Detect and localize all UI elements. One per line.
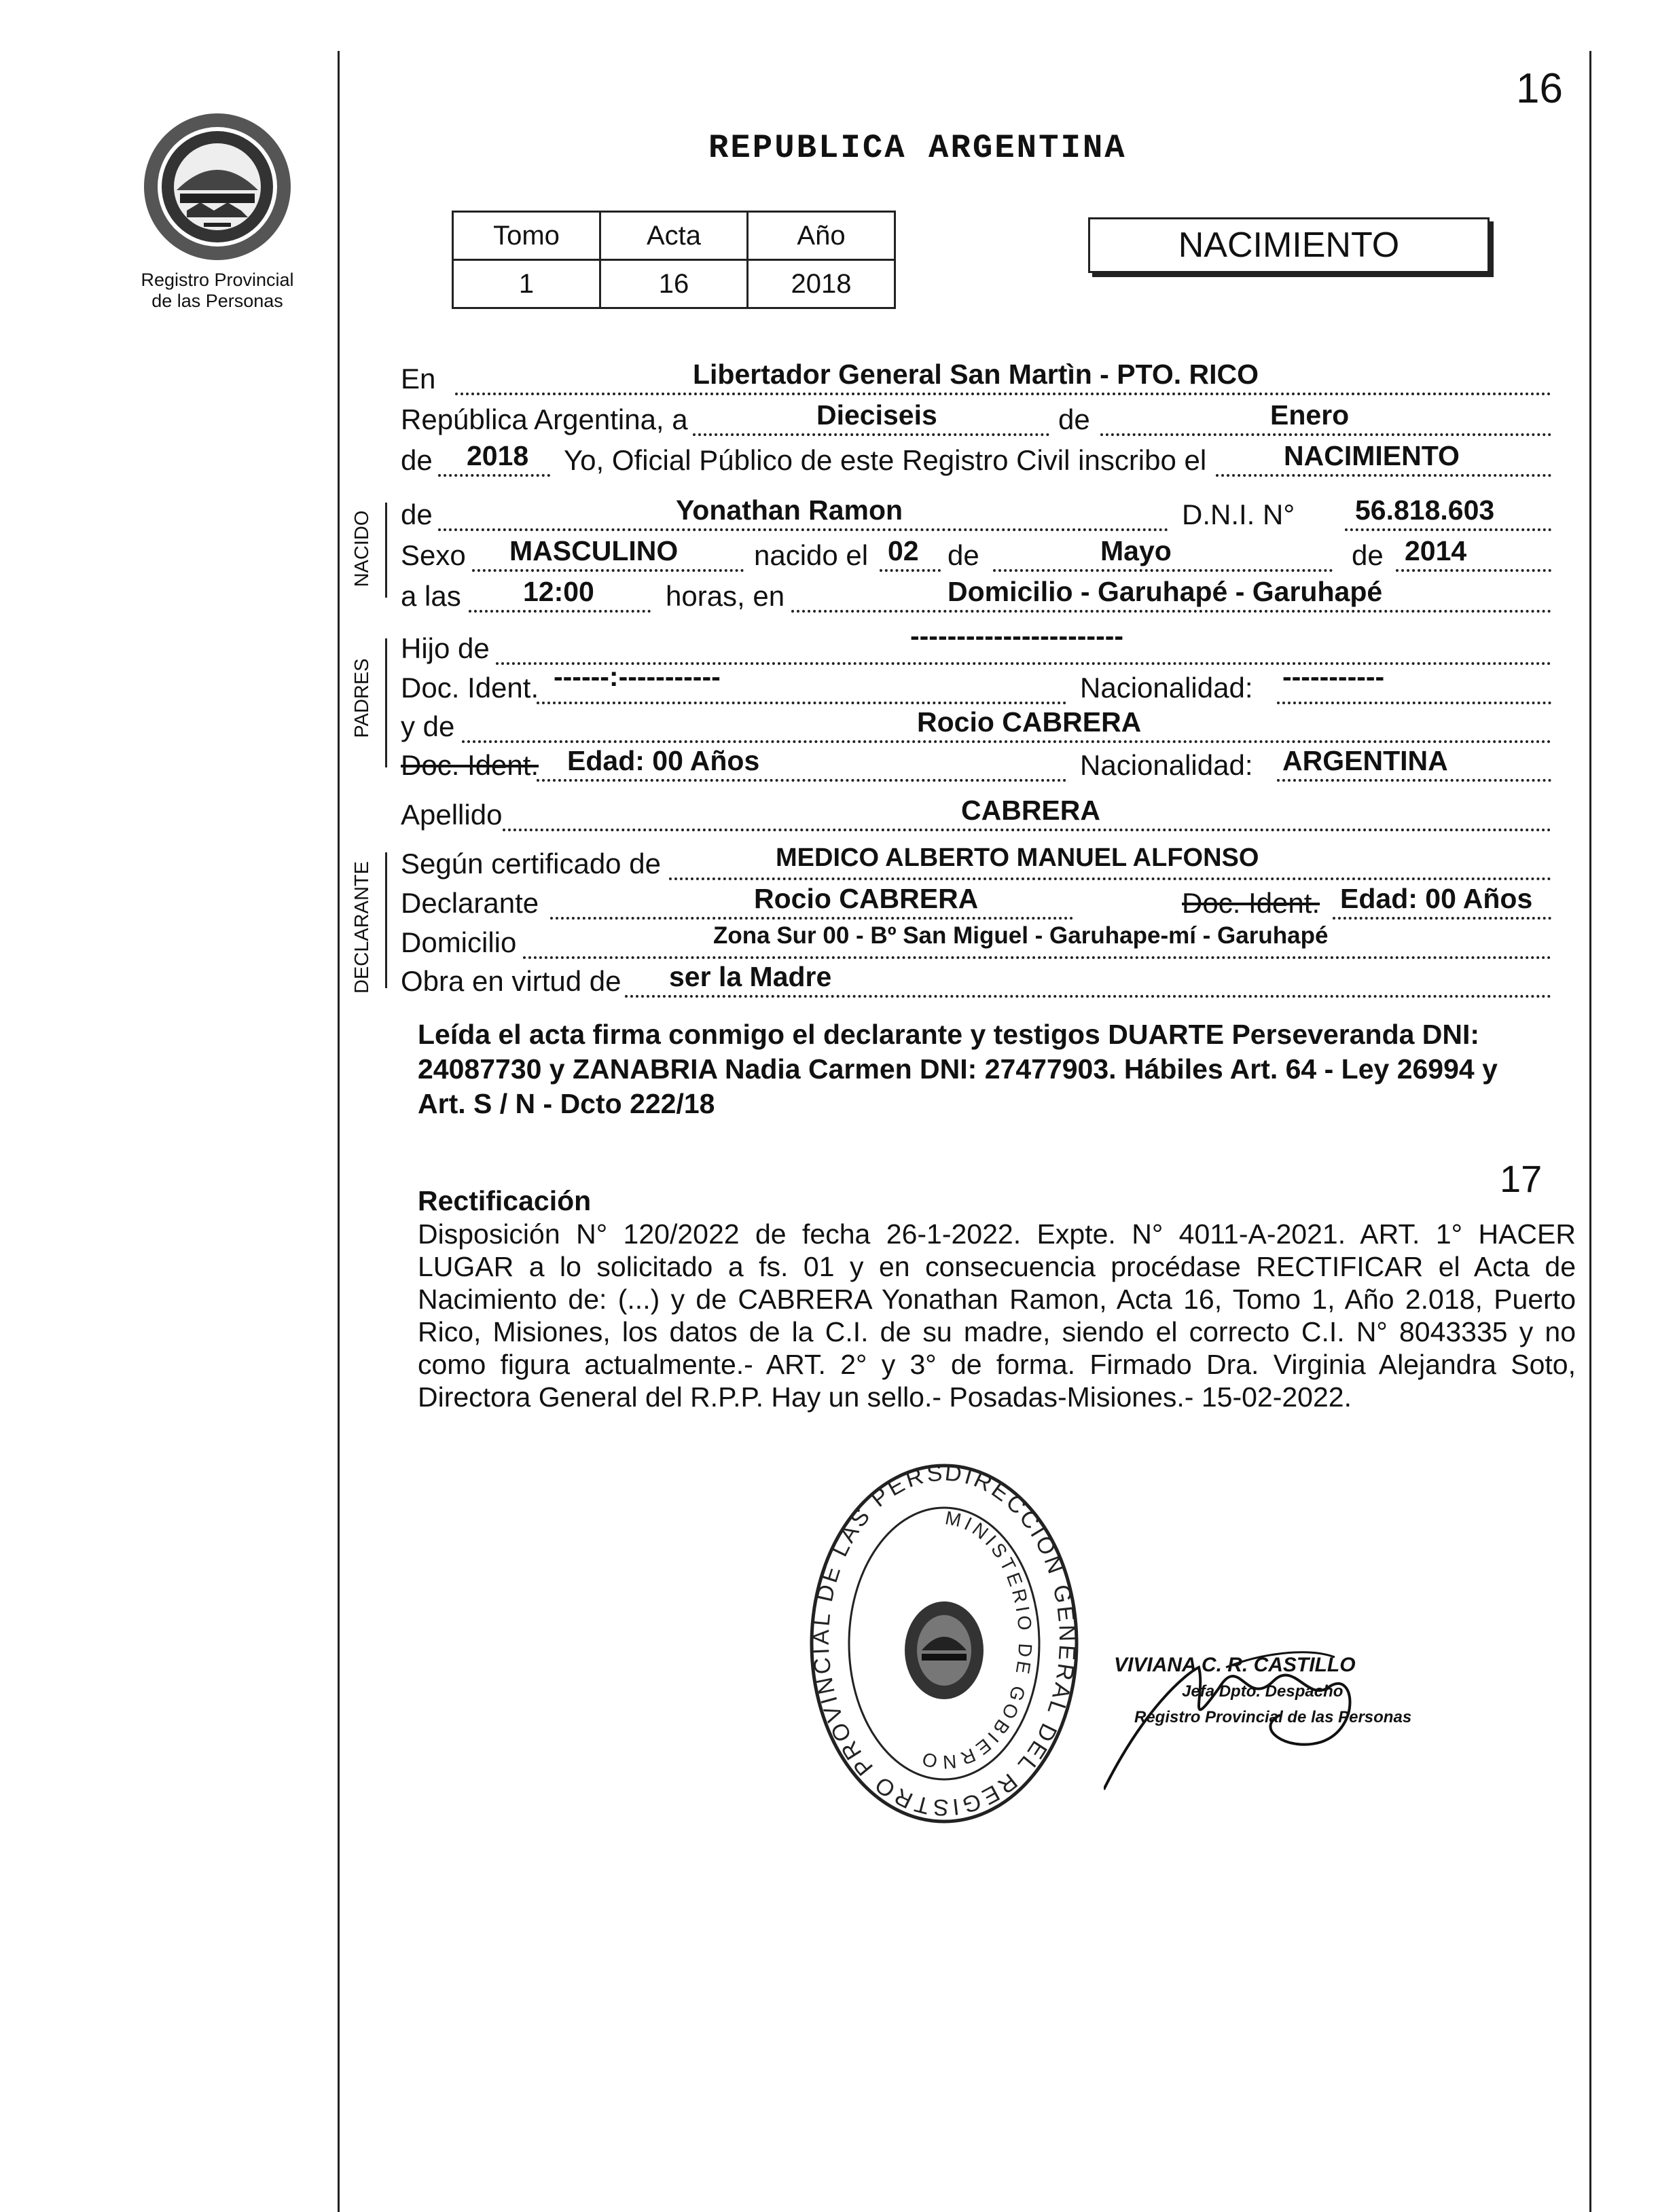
rectificacion-text: Disposición N° 120/2022 de fecha 26-1-2022. Expte. N° 4011-A-2021. ART. 1° HACER LUGAR a lo solicitado a fs. 01 y en consecuencia procédase RECTIFICAR el Acta de Nacimiento de: (...) y de CABRERA Yonathan Ramon, Acta 16, Tomo 1, Año 2.018, Puerto Rico, Misiones, los datos de la C.I. de su madre, siendo el correcto C.I. N° 8043335 y no como figura actualmente.- ART. 2° y 3° de forma. Firmado Dra. Virginia Alejandra Soto, Directora General del R.P.P. Hay un sello.- Posadas-Misiones.- 15-02-2022.: [418, 1218, 1576, 1413]
line-nombre: [401, 494, 1551, 537]
dotted-line: [1396, 569, 1551, 572]
label-de-mes2: de: [1352, 539, 1384, 571]
table-header: Tomo: [453, 212, 600, 260]
label-nacionalidad2: Nacionalidad:: [1080, 749, 1253, 781]
dotted-line: [1277, 779, 1551, 782]
table-cell: 1: [453, 260, 600, 308]
page-number-2: 17: [1500, 1157, 1543, 1200]
label-doc-ident: Doc. Ident.: [401, 672, 539, 704]
dotted-line: [455, 393, 1551, 395]
table-header: Año: [748, 212, 895, 260]
dotted-line: [1345, 528, 1551, 531]
logo-caption: [109, 270, 326, 312]
line-hora: [401, 576, 1551, 618]
signature-name: VIVIANA C. R. CASTILLO: [1114, 1654, 1356, 1676]
value-anio-nac: 2014: [1405, 535, 1467, 566]
dotted-line: [438, 528, 1168, 531]
label-nacido-el: nacido el: [754, 539, 869, 571]
label-a-las: a las: [401, 580, 461, 612]
left-margin-line: [338, 51, 340, 2212]
label-segun-certificado: Según certificado de: [401, 848, 661, 880]
signature-office: Registro Provincial de las Personas: [1134, 1708, 1412, 1726]
logo: [139, 109, 295, 265]
label-doc-ident-struck: Doc. Ident.: [401, 749, 539, 781]
value-lugar: Libertador General San Martìn - PTO. RICO: [693, 359, 1259, 390]
dotted-line: [1216, 474, 1551, 477]
signature-title: Jefa Dpto. Despacho: [1182, 1682, 1344, 1701]
table-header: Acta: [600, 212, 748, 260]
label-domicilio: Domicilio: [401, 926, 517, 958]
table-cell: 2018: [748, 260, 895, 308]
value-domicilio: Zona Sur 00 - Bº San Miguel - Garuhape-mí - Garuhapé: [713, 922, 1329, 949]
value-anio: 2018: [467, 440, 529, 471]
dotted-line: [438, 474, 550, 477]
svg-text:MINISTERIO DE GOBIERNO: MINISTERIO DE GOBIERNO: [916, 1507, 1036, 1773]
label-obra-en-virtud: Obra en virtud de: [401, 965, 621, 997]
line-madre: [401, 706, 1551, 748]
signature-block: [1104, 1627, 1443, 1810]
line-lugar: [401, 359, 1551, 401]
label-dni: D.N.I. N°: [1182, 498, 1295, 530]
logo-caption-line2: de las Personas: [151, 291, 283, 311]
line-declarante: [401, 883, 1551, 925]
value-madre: Rocio CABRERA: [917, 706, 1142, 738]
table-row: [453, 212, 895, 260]
right-margin-line: [1589, 51, 1591, 2212]
line-doc-padre: [401, 661, 1551, 710]
value-nac-madre: ARGENTINA: [1282, 745, 1448, 776]
value-nombre: Yonathan Ramon: [676, 494, 903, 526]
side-label-declarante: DECLARANTE: [351, 861, 373, 994]
label-doc-ident-struck2: Doc. Ident.: [1182, 887, 1320, 919]
label-hijo-de: Hijo de: [401, 632, 490, 664]
value-declarante: Rocio CABRERA: [754, 883, 979, 914]
registry-stamp-icon: [805, 1460, 1083, 1827]
label-sexo: Sexo: [401, 539, 466, 571]
line-certificado: [401, 844, 1551, 886]
closing-text: Leída el acta firma conmigo el declarante y testigos DUARTE Perseveranda DNI: 24087730 y ZANABRIA Nadia Carmen DNI: 27477903. Hábiles Art. 64 - Ley 26994 y Art. S / N - Dcto 222/18: [418, 1019, 1498, 1119]
value-certificado: MEDICO ALBERTO MANUEL ALFONSO: [776, 844, 1259, 872]
province-seal-icon: [139, 109, 295, 265]
table-row: [453, 260, 895, 308]
dotted-line: [693, 433, 1049, 436]
dotted-line: [469, 610, 651, 613]
label-yo-oficial: Yo, Oficial Público de este Registro Civil inscribo el: [564, 444, 1207, 476]
page-title: REPUBLICA ARGENTINA: [708, 129, 1127, 167]
dotted-line: [503, 829, 1551, 831]
act-type-box: NACIMIENTO: [1088, 217, 1490, 273]
dotted-line: [1100, 433, 1551, 436]
page-number: 16: [1516, 65, 1563, 112]
dotted-line: [472, 569, 744, 572]
label-de-nombre: de: [401, 498, 433, 530]
label-y-de: y de: [401, 710, 455, 742]
dotted-line: [550, 917, 1073, 920]
nacido-bar: [385, 503, 387, 598]
dotted-line: [537, 702, 1066, 704]
side-label-nacido: NACIDO: [351, 510, 373, 587]
label-de-dia: de: [948, 539, 979, 571]
value-nac-padre: -----------: [1282, 661, 1385, 692]
dotted-line: [880, 569, 941, 572]
value-dni: 56.818.603: [1355, 494, 1495, 526]
label-de-anio: de: [401, 444, 433, 476]
label-apellido: Apellido: [401, 799, 503, 831]
table-cell: 16: [600, 260, 748, 308]
reference-table: [452, 211, 896, 309]
line-doc-madre: [401, 745, 1551, 787]
value-mes-nac: Mayo: [1100, 535, 1172, 566]
label-de-mes: de: [1058, 403, 1090, 435]
rectificacion-title: Rectificación: [418, 1185, 592, 1216]
line-apellido: [401, 795, 1551, 837]
value-obra-virtud: ser la Madre: [669, 961, 832, 992]
side-label-padres: PADRES: [351, 658, 373, 738]
dotted-line: [791, 610, 1551, 613]
line-obra-virtud: [401, 961, 1551, 1003]
label-horas-en: horas, en: [666, 580, 785, 612]
label-declarante: Declarante: [401, 887, 539, 919]
value-hora: 12:00: [523, 576, 594, 607]
value-dia-nac: 02: [888, 535, 919, 566]
dotted-line: [462, 740, 1551, 743]
value-hijo-de: -----------------------: [910, 620, 1124, 651]
label-nacionalidad: Nacionalidad:: [1080, 672, 1253, 704]
value-sexo: MASCULINO: [509, 535, 679, 566]
dotted-line: [1277, 702, 1551, 704]
official-stamp: [805, 1460, 1083, 1827]
dotted-line: [669, 877, 1551, 880]
value-edad-madre: Edad: 00 Años: [567, 745, 760, 776]
dotted-line: [537, 779, 1066, 782]
dotted-line: [625, 995, 1551, 998]
dotted-line: [993, 569, 1333, 572]
dotted-line: [1333, 917, 1551, 920]
value-lugar-nac: Domicilio - Garuhapé - Garuhapé: [948, 576, 1383, 607]
line-sexo: [401, 535, 1551, 577]
value-edad-declarante: Edad: 00 Años: [1340, 883, 1533, 914]
line-domicilio: [401, 922, 1551, 964]
padres-bar: [385, 638, 387, 767]
svg-text:DIRECCION GENERAL DEL REGISTRO: DIRECCION GENERAL DEL REGISTRO PROVINCIAL DE LAS PERS: [808, 1460, 1081, 1821]
line-fecha: [401, 399, 1551, 441]
value-doc-padre: ------:-----------: [554, 661, 721, 692]
logo-caption-line1: Registro Provincial: [141, 270, 294, 290]
label-republica: República Argentina, a: [401, 403, 688, 435]
value-apellido: CABRERA: [961, 795, 1100, 826]
value-mes: Enero: [1270, 399, 1350, 431]
declarante-bar: [385, 852, 387, 988]
value-acto: NACIMIENTO: [1284, 440, 1460, 471]
value-dia-letras: Dieciseis: [816, 399, 937, 431]
dotted-line: [523, 956, 1551, 959]
line-anio: [401, 440, 1551, 482]
label-en: En: [401, 363, 436, 395]
